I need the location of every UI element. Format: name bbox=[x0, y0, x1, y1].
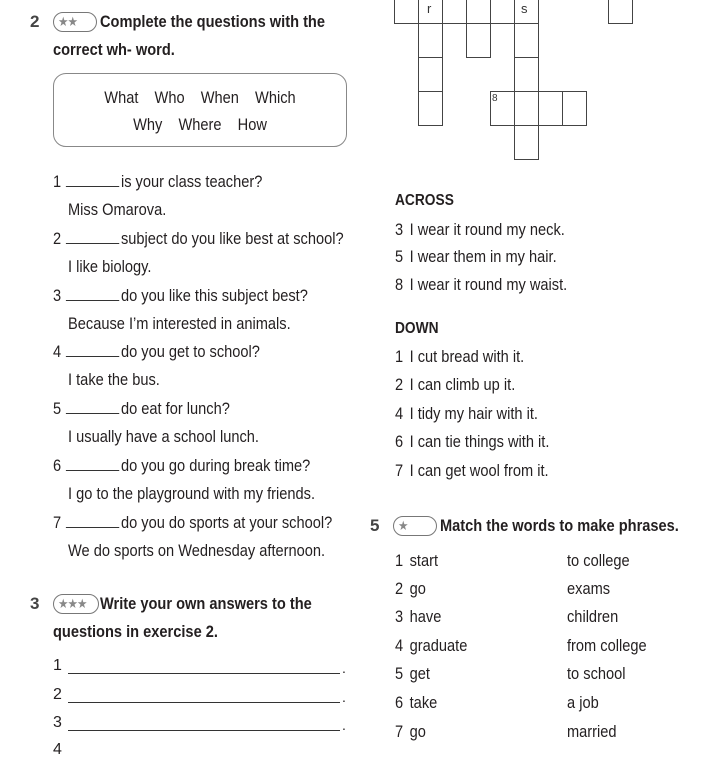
clue-number: 5 bbox=[395, 247, 404, 266]
clue-number: 4 bbox=[395, 404, 404, 423]
match-word: graduate bbox=[409, 636, 468, 655]
answer-blank[interactable] bbox=[66, 456, 119, 471]
question-number: 3 bbox=[53, 286, 62, 305]
clue-number: 2 bbox=[395, 375, 404, 394]
word-bank bbox=[53, 73, 347, 147]
question-text: do you like this subject best? bbox=[120, 286, 308, 305]
question-3 bbox=[53, 286, 308, 306]
answer-4: I take the bus. bbox=[68, 370, 160, 389]
word-which: Which bbox=[255, 88, 296, 107]
line-end-dot: . bbox=[342, 689, 346, 705]
clue-text: I wear it round my neck. bbox=[409, 220, 565, 239]
exercise-5-number: 5 bbox=[370, 516, 380, 535]
match-number: 6 bbox=[395, 693, 404, 712]
exercise-5-instruction: Match the words to make phrases. bbox=[440, 516, 679, 535]
match-number: 1 bbox=[395, 551, 404, 570]
crossword-cell[interactable] bbox=[466, 0, 491, 24]
difficulty-stars-5: ★ bbox=[393, 516, 437, 536]
line-end-dot: . bbox=[342, 660, 346, 676]
crossword-cell[interactable] bbox=[490, 0, 515, 24]
match-right-3: children bbox=[567, 607, 619, 626]
word-when: When bbox=[200, 88, 239, 107]
answer-blank[interactable] bbox=[66, 513, 119, 528]
question-text: do eat for lunch? bbox=[120, 399, 230, 418]
question-7 bbox=[53, 513, 332, 533]
answer-blank[interactable] bbox=[66, 399, 119, 414]
down-clue-4 bbox=[395, 404, 538, 424]
crossword-cell[interactable] bbox=[466, 23, 491, 58]
question-text: do you go during break time? bbox=[120, 456, 311, 475]
crossword-cell[interactable] bbox=[514, 57, 539, 92]
match-left-4 bbox=[395, 636, 467, 656]
match-word: get bbox=[409, 664, 430, 683]
crossword-letter-r: r bbox=[427, 1, 432, 16]
answer-line-number-1: 1 bbox=[53, 657, 62, 674]
clue-number: 7 bbox=[395, 461, 404, 480]
exercise-2-instruction-line2: correct wh- word. bbox=[53, 40, 175, 59]
across-heading: ACROSS bbox=[395, 192, 454, 209]
answer-3: Because I’m interested in animals. bbox=[68, 314, 291, 333]
question-1 bbox=[53, 172, 262, 192]
match-left-1 bbox=[395, 551, 438, 571]
question-number: 4 bbox=[53, 342, 62, 361]
across-clue-5 bbox=[395, 247, 557, 267]
answer-blank[interactable] bbox=[66, 229, 119, 244]
match-right-5: to school bbox=[567, 664, 626, 683]
down-clue-7 bbox=[395, 461, 549, 481]
answer-2: I like biology. bbox=[68, 257, 152, 276]
match-left-6 bbox=[395, 693, 437, 713]
question-number: 7 bbox=[53, 513, 62, 532]
question-number: 2 bbox=[53, 229, 62, 248]
clue-text: I can get wool from it. bbox=[409, 461, 549, 480]
question-text: do you do sports at your school? bbox=[120, 513, 333, 532]
exercise-3-instruction-line2: questions in exercise 2. bbox=[53, 622, 218, 641]
match-right-7: married bbox=[567, 722, 617, 741]
exercise-3-number: 3 bbox=[30, 594, 40, 613]
answer-1: Miss Omarova. bbox=[68, 200, 167, 219]
match-right-1: to college bbox=[567, 551, 630, 570]
clue-text: I can tie things with it. bbox=[409, 432, 550, 451]
down-heading: DOWN bbox=[395, 320, 439, 337]
question-text: do you get to school? bbox=[120, 342, 260, 361]
difficulty-stars-3: ★★★ bbox=[53, 594, 99, 614]
answer-line-number-4: 4 bbox=[53, 741, 62, 758]
exercise-2-number: 2 bbox=[30, 12, 40, 31]
match-left-7 bbox=[395, 722, 426, 742]
crossword-cell[interactable] bbox=[418, 23, 443, 58]
question-5 bbox=[53, 399, 230, 419]
match-right-6: a job bbox=[567, 693, 599, 712]
clue-text: I tidy my hair with it. bbox=[409, 404, 538, 423]
crossword-cell[interactable] bbox=[418, 57, 443, 92]
crossword-letter-s: s bbox=[521, 1, 528, 16]
question-text: is your class teacher? bbox=[120, 172, 263, 191]
clue-number: 1 bbox=[395, 347, 404, 366]
match-right-4: from college bbox=[567, 636, 647, 655]
question-number: 1 bbox=[53, 172, 62, 191]
match-word: start bbox=[409, 551, 439, 570]
clue-text: I wear them in my hair. bbox=[409, 247, 557, 266]
question-number: 5 bbox=[53, 399, 62, 418]
answer-6: I go to the playground with my friends. bbox=[68, 484, 316, 503]
word-who: Who bbox=[154, 88, 185, 107]
across-clue-8 bbox=[395, 275, 567, 295]
clue-text: I cut bread with it. bbox=[409, 347, 525, 366]
match-number: 5 bbox=[395, 664, 404, 683]
match-word: have bbox=[409, 607, 442, 626]
clue-number: 6 bbox=[395, 432, 404, 451]
answer-7: We do sports on Wednesday afternoon. bbox=[68, 541, 326, 560]
question-text: subject do you like best at school? bbox=[120, 229, 344, 248]
crossword-cell[interactable] bbox=[514, 23, 539, 58]
crossword-cell[interactable] bbox=[562, 91, 587, 126]
match-number: 4 bbox=[395, 636, 404, 655]
match-word: go bbox=[409, 579, 426, 598]
answer-line-number-2: 2 bbox=[53, 686, 62, 703]
exercise-2-instruction-line1: Complete the questions with the bbox=[100, 12, 325, 31]
word-bank-row-1 bbox=[74, 84, 325, 111]
question-4 bbox=[53, 342, 260, 362]
crossword-number-8: 8 bbox=[492, 93, 498, 104]
answer-blank[interactable] bbox=[66, 172, 119, 187]
word-where: Where bbox=[178, 115, 222, 134]
match-number: 7 bbox=[395, 722, 404, 741]
answer-5: I usually have a school lunch. bbox=[68, 427, 260, 446]
clue-text: I wear it round my waist. bbox=[409, 275, 568, 294]
word-what: What bbox=[104, 88, 139, 107]
answer-blank[interactable] bbox=[66, 286, 119, 301]
answer-line-1[interactable] bbox=[68, 673, 340, 674]
match-number: 3 bbox=[395, 607, 404, 626]
word-how: How bbox=[237, 115, 267, 134]
down-clue-2 bbox=[395, 375, 515, 395]
word-bank-row-2 bbox=[74, 111, 325, 138]
crossword-cell[interactable] bbox=[538, 91, 563, 126]
clue-text: I can climb up it. bbox=[409, 375, 516, 394]
line-end-dot: . bbox=[342, 717, 346, 733]
match-left-3 bbox=[395, 607, 441, 627]
match-left-2 bbox=[395, 579, 426, 599]
crossword-cell[interactable] bbox=[394, 0, 419, 24]
crossword-cell[interactable] bbox=[418, 91, 443, 126]
across-clue-3 bbox=[395, 220, 565, 240]
crossword-cell[interactable] bbox=[442, 0, 467, 24]
down-clue-1 bbox=[395, 347, 524, 367]
question-2 bbox=[53, 229, 344, 249]
word-why: Why bbox=[133, 115, 163, 134]
crossword-cell[interactable] bbox=[514, 125, 539, 160]
difficulty-stars-2: ★★ bbox=[53, 12, 97, 32]
answer-line-3[interactable] bbox=[68, 730, 340, 731]
match-right-2: exams bbox=[567, 579, 611, 598]
answer-blank[interactable] bbox=[66, 342, 119, 357]
crossword-cell[interactable] bbox=[514, 91, 539, 126]
down-clue-6 bbox=[395, 432, 549, 452]
match-number: 2 bbox=[395, 579, 404, 598]
answer-line-number-3: 3 bbox=[53, 714, 62, 731]
match-word: take bbox=[409, 693, 438, 712]
clue-number: 8 bbox=[395, 275, 404, 294]
match-left-5 bbox=[395, 664, 430, 684]
question-number: 6 bbox=[53, 456, 62, 475]
match-word: go bbox=[409, 722, 426, 741]
answer-line-2[interactable] bbox=[68, 702, 340, 703]
exercise-3-instruction-line1: Write your own answers to the bbox=[100, 594, 312, 613]
crossword-cell[interactable] bbox=[608, 0, 633, 24]
question-6 bbox=[53, 456, 310, 476]
clue-number: 3 bbox=[395, 220, 404, 239]
